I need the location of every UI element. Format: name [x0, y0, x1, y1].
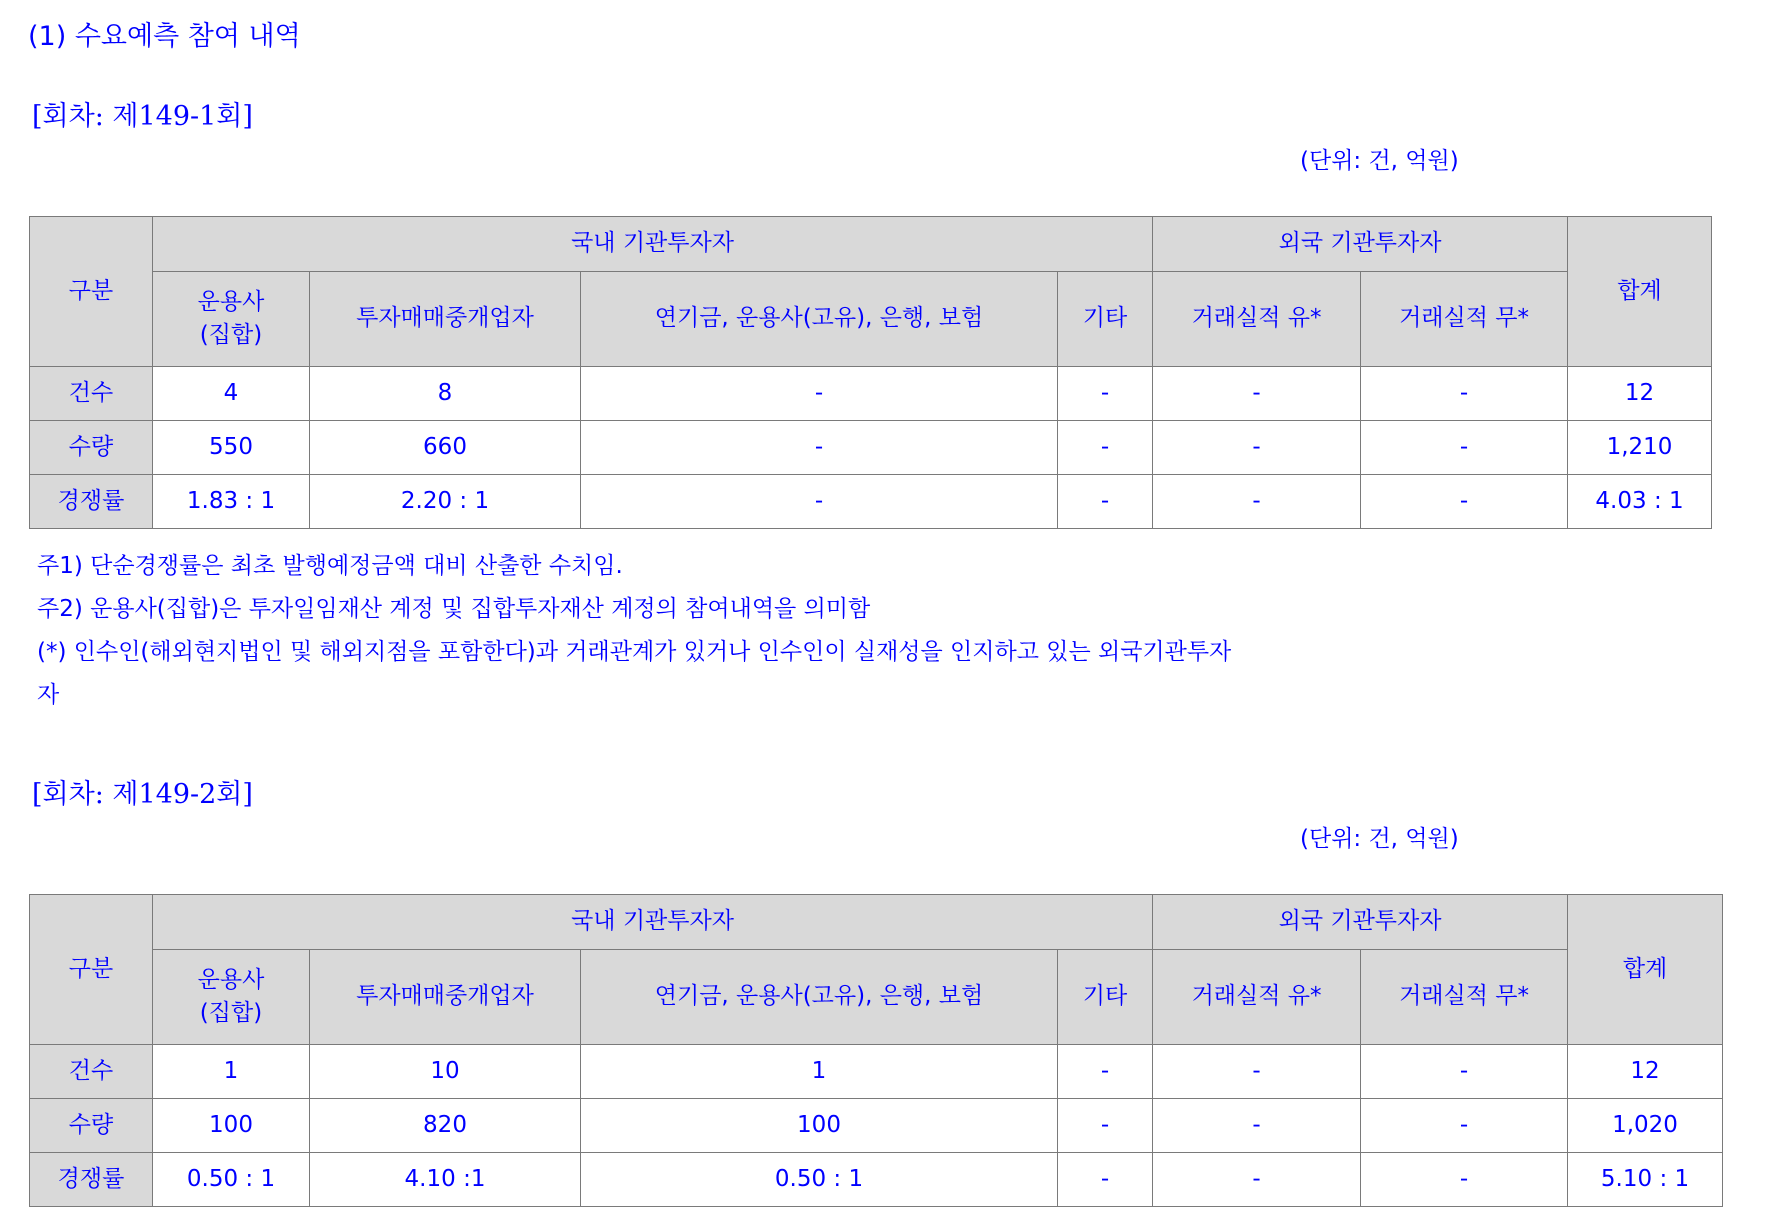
foreign-investor-header: 외국 기관투자자 — [1153, 895, 1568, 950]
table-cell: - — [1058, 421, 1153, 475]
table-cell: 12 — [1568, 367, 1712, 421]
foreign-investor-header: 외국 기관투자자 — [1153, 217, 1568, 272]
trade-no-header: 거래실적 무* — [1361, 272, 1568, 367]
round-2-table — [29, 894, 1723, 1207]
table-cell: 1 — [581, 1045, 1058, 1099]
table-cell: - — [581, 421, 1058, 475]
table-cell: 1,210 — [1568, 421, 1712, 475]
trade-yes-header: 거래실적 유* — [1153, 272, 1361, 367]
table-cell: - — [1058, 1153, 1153, 1207]
table-cell: - — [1361, 1045, 1568, 1099]
trade-no-header: 거래실적 무* — [1361, 950, 1568, 1045]
round-2-title: [회차: 제149-2회] — [32, 779, 253, 810]
pension-header: 연기금, 운용사(고유), 은행, 보험 — [581, 950, 1058, 1045]
table-cell: 0.50 : 1 — [581, 1153, 1058, 1207]
table-cell: 1,020 — [1568, 1099, 1723, 1153]
row-label: 수량 — [30, 1099, 153, 1153]
domestic-investor-header: 국내 기관투자자 — [153, 217, 1153, 272]
table-cell: 2.20 : 1 — [310, 475, 581, 529]
footnote-3-continuation: 자 — [37, 682, 60, 708]
asset-mgmt-label: 운용사 — [197, 288, 265, 315]
table-cell: - — [1153, 421, 1361, 475]
footnote-1: 주1) 단순경쟁률은 최초 발행예정금액 대비 산출한 수치임. — [37, 553, 623, 579]
round-1-unit-label: (단위: 건, 억원) — [1300, 148, 1459, 174]
table-cell: 10 — [310, 1045, 581, 1099]
round-1-title: [회차: 제149-1회] — [32, 101, 253, 132]
footnote-2: 주2) 운용사(집합)은 투자일임재산 계정 및 집합투자재산 계정의 참여내역을 의미함 — [37, 596, 871, 622]
table-cell: - — [581, 475, 1058, 529]
table-cell: - — [1153, 1153, 1361, 1207]
table-cell: 1 — [153, 1045, 310, 1099]
asset-mgmt-label: 운용사 — [197, 966, 265, 993]
table-cell: - — [1153, 475, 1361, 529]
table-row — [30, 1099, 1723, 1153]
table-cell: 100 — [153, 1099, 310, 1153]
table-cell: - — [1058, 1099, 1153, 1153]
table-cell: 550 — [153, 421, 310, 475]
total-header: 합계 — [1568, 895, 1723, 1045]
table-cell: - — [1153, 1099, 1361, 1153]
table-cell: 12 — [1568, 1045, 1723, 1099]
asset-mgmt-sublabel: (집합) — [199, 1000, 263, 1026]
domestic-investor-header: 국내 기관투자자 — [153, 895, 1153, 950]
round-1-table — [29, 216, 1712, 529]
table-cell: 4.03 : 1 — [1568, 475, 1712, 529]
footnotes — [37, 545, 1517, 717]
table-cell: 100 — [581, 1099, 1058, 1153]
table-row — [30, 1153, 1723, 1207]
table-cell: - — [1361, 1153, 1568, 1207]
table-cell: 660 — [310, 421, 581, 475]
footnote-3: (*) 인수인(해외현지법인 및 해외지점을 포함한다)과 거래관계가 있거나 인수인이 실재성을 인지하고 있는 외국기관투자 — [37, 639, 1232, 665]
round-2-unit-label: (단위: 건, 억원) — [1300, 826, 1459, 852]
trade-yes-header: 거래실적 유* — [1153, 950, 1361, 1045]
row-label: 건수 — [30, 367, 153, 421]
table-cell: 4.10 :1 — [310, 1153, 581, 1207]
table-row — [30, 475, 1712, 529]
category-header: 구분 — [30, 895, 153, 1045]
table-cell: - — [1058, 475, 1153, 529]
table-row — [30, 367, 1712, 421]
row-label: 건수 — [30, 1045, 153, 1099]
table-cell: - — [1361, 1099, 1568, 1153]
asset-mgmt-sublabel: (집합) — [199, 322, 263, 348]
table-cell: - — [1361, 367, 1568, 421]
table-cell: - — [581, 367, 1058, 421]
row-label: 경쟁률 — [30, 1153, 153, 1207]
other-header: 기타 — [1058, 950, 1153, 1045]
table-cell: - — [1361, 421, 1568, 475]
broker-header: 투자매매중개업자 — [310, 950, 581, 1045]
table-cell: 0.50 : 1 — [153, 1153, 310, 1207]
table-cell: 5.10 : 1 — [1568, 1153, 1723, 1207]
table-cell: - — [1153, 1045, 1361, 1099]
table-cell: 820 — [310, 1099, 581, 1153]
broker-header: 투자매매중개업자 — [310, 272, 581, 367]
row-label: 경쟁률 — [30, 475, 153, 529]
other-header: 기타 — [1058, 272, 1153, 367]
table-cell: 8 — [310, 367, 581, 421]
category-header: 구분 — [30, 217, 153, 367]
table-cell: - — [1361, 475, 1568, 529]
row-label: 수량 — [30, 421, 153, 475]
pension-header: 연기금, 운용사(고유), 은행, 보험 — [581, 272, 1058, 367]
table-cell: - — [1058, 367, 1153, 421]
section-title: (1) 수요예측 참여 내역 — [28, 21, 301, 52]
table-row — [30, 1045, 1723, 1099]
table-cell: - — [1153, 367, 1361, 421]
asset-mgmt-header — [153, 272, 310, 367]
asset-mgmt-header — [153, 950, 310, 1045]
total-header: 합계 — [1568, 217, 1712, 367]
table-cell: - — [1058, 1045, 1153, 1099]
table-cell: 4 — [153, 367, 310, 421]
table-cell: 1.83 : 1 — [153, 475, 310, 529]
table-row — [30, 421, 1712, 475]
